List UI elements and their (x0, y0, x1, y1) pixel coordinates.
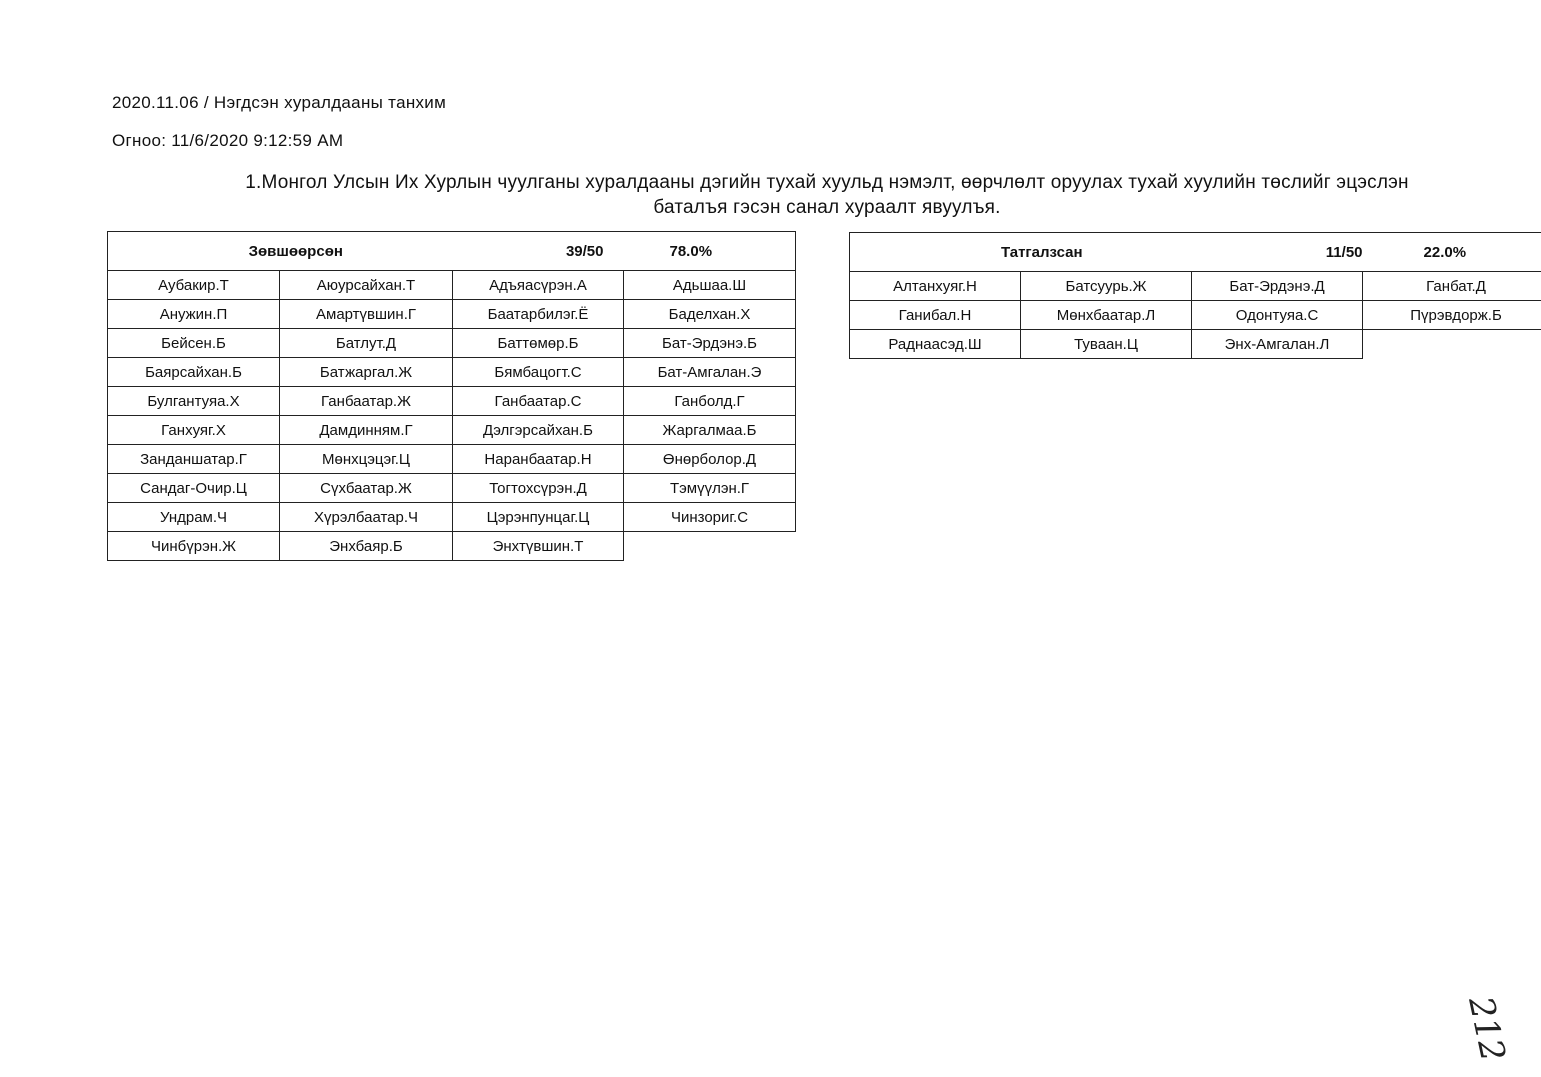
approved-member-name: Баделхан.Х (624, 300, 796, 329)
approved-member-name: Чинбүрэн.Ж (108, 532, 280, 561)
approved-member-name: Дэлгэрсайхан.Б (453, 416, 624, 445)
session-line: 2020.11.06 / Нэгдсэн хуралдааны танхим (112, 93, 447, 112)
approved-member-name: Адьшаа.Ш (624, 271, 796, 300)
approved-member-name: Анужин.П (108, 300, 280, 329)
rejected-row (850, 330, 1541, 359)
approved-row (108, 329, 796, 358)
approved-row (108, 532, 796, 561)
approved-title: Зөвшөөрсөн (108, 232, 453, 271)
approved-member-name: Ундрам.Ч (108, 503, 280, 532)
approved-row (108, 387, 796, 416)
approved-member-name: Тэмүүлэн.Г (624, 474, 796, 503)
approved-member-name: Аюурсайхан.Т (280, 271, 453, 300)
rejected-percent: 22.0% (1363, 233, 1541, 272)
rejected-member-name: Мөнхбаатар.Л (1021, 301, 1192, 330)
rejected-count: 11/50 (1192, 233, 1363, 272)
approved-member-name: Батлут.Д (280, 329, 453, 358)
date-line: Огноо: 11/6/2020 9:12:59 AM (112, 131, 344, 150)
approved-count: 39/50 (453, 232, 624, 271)
rejected-member-name: Пүрэвдорж.Б (1363, 301, 1541, 330)
rejected-member-name: Батсуурь.Ж (1021, 272, 1192, 301)
approved-member-name: Ганболд.Г (624, 387, 796, 416)
approved-row (108, 271, 796, 300)
rejected-member-name: Энх-Амгалан.Л (1192, 330, 1363, 359)
approved-member-name: Амартүвшин.Г (280, 300, 453, 329)
approved-row (108, 474, 796, 503)
approved-member-name: Батжаргал.Ж (280, 358, 453, 387)
approved-member-name: Бейсен.Б (108, 329, 280, 358)
approved-member-name: Ганхуяг.Х (108, 416, 280, 445)
approved-member-name: Баярсайхан.Б (108, 358, 280, 387)
approved-member-name: Ганбаатар.С (453, 387, 624, 416)
approved-member-name: Цэрэнпунцаг.Ц (453, 503, 624, 532)
rejected-title: Татгалзсан (850, 233, 1192, 272)
question-line-2: баталъя гэсэн санал хураалт явуулъя. (653, 197, 1001, 218)
empty-cell (1363, 330, 1541, 359)
approved-member-name: Баатарбилэг.Ё (453, 300, 624, 329)
approved-row (108, 503, 796, 532)
vote-question (112, 170, 1541, 220)
rejected-table (849, 232, 1541, 359)
approved-member-name: Энхтүвшин.Т (453, 532, 624, 561)
approved-member-name: Бат-Амгалан.Э (624, 358, 796, 387)
empty-cell (624, 532, 796, 561)
rejected-member-name: Одонтуяа.С (1192, 301, 1363, 330)
approved-row (108, 416, 796, 445)
approved-member-name: Бат-Эрдэнэ.Б (624, 329, 796, 358)
approved-member-name: Сүхбаатар.Ж (280, 474, 453, 503)
approved-member-name: Энхбаяр.Б (280, 532, 453, 561)
approved-member-name: Мөнхцэцэг.Ц (280, 445, 453, 474)
question-line-1: 1.Монгол Улсын Их Хурлын чуулганы хуралдааны дэгийн тухай хуульд нэмэлт, өөрчлөлт оруулах тухай хуулийн төслийг эцэслэн (245, 172, 1409, 193)
rejected-header-row (850, 233, 1541, 272)
approved-member-name: Чинзориг.С (624, 503, 796, 532)
rejected-row (850, 272, 1541, 301)
page-number-stamp: 212 (1460, 993, 1513, 1065)
rejected-member-name: Туваан.Ц (1021, 330, 1192, 359)
approved-member-name: Наранбаатар.Н (453, 445, 624, 474)
approved-row (108, 300, 796, 329)
rejected-row (850, 301, 1541, 330)
rejected-member-name: Алтанхуяг.Н (850, 272, 1021, 301)
approved-member-name: Аубакир.Т (108, 271, 280, 300)
approved-member-name: Дамдинням.Г (280, 416, 453, 445)
approved-member-name: Тогтохсүрэн.Д (453, 474, 624, 503)
approved-member-name: Бямбацогт.С (453, 358, 624, 387)
approved-header-row (108, 232, 796, 271)
approved-percent: 78.0% (624, 232, 796, 271)
approved-member-name: Сандаг-Очир.Ц (108, 474, 280, 503)
approved-member-name: Булгантуяа.Х (108, 387, 280, 416)
approved-table (107, 231, 796, 561)
approved-member-name: Жаргалмаа.Б (624, 416, 796, 445)
approved-row (108, 445, 796, 474)
approved-member-name: Ганбаатар.Ж (280, 387, 453, 416)
approved-row (108, 358, 796, 387)
rejected-member-name: Ганбат.Д (1363, 272, 1541, 301)
approved-member-name: Өнөрболор.Д (624, 445, 796, 474)
approved-member-name: Адъяасүрэн.А (453, 271, 624, 300)
approved-member-name: Занданшатар.Г (108, 445, 280, 474)
approved-member-name: Хүрэлбаатар.Ч (280, 503, 453, 532)
rejected-member-name: Раднаасэд.Ш (850, 330, 1021, 359)
approved-member-name: Баттөмөр.Б (453, 329, 624, 358)
rejected-member-name: Ганибал.Н (850, 301, 1021, 330)
rejected-member-name: Бат-Эрдэнэ.Д (1192, 272, 1363, 301)
